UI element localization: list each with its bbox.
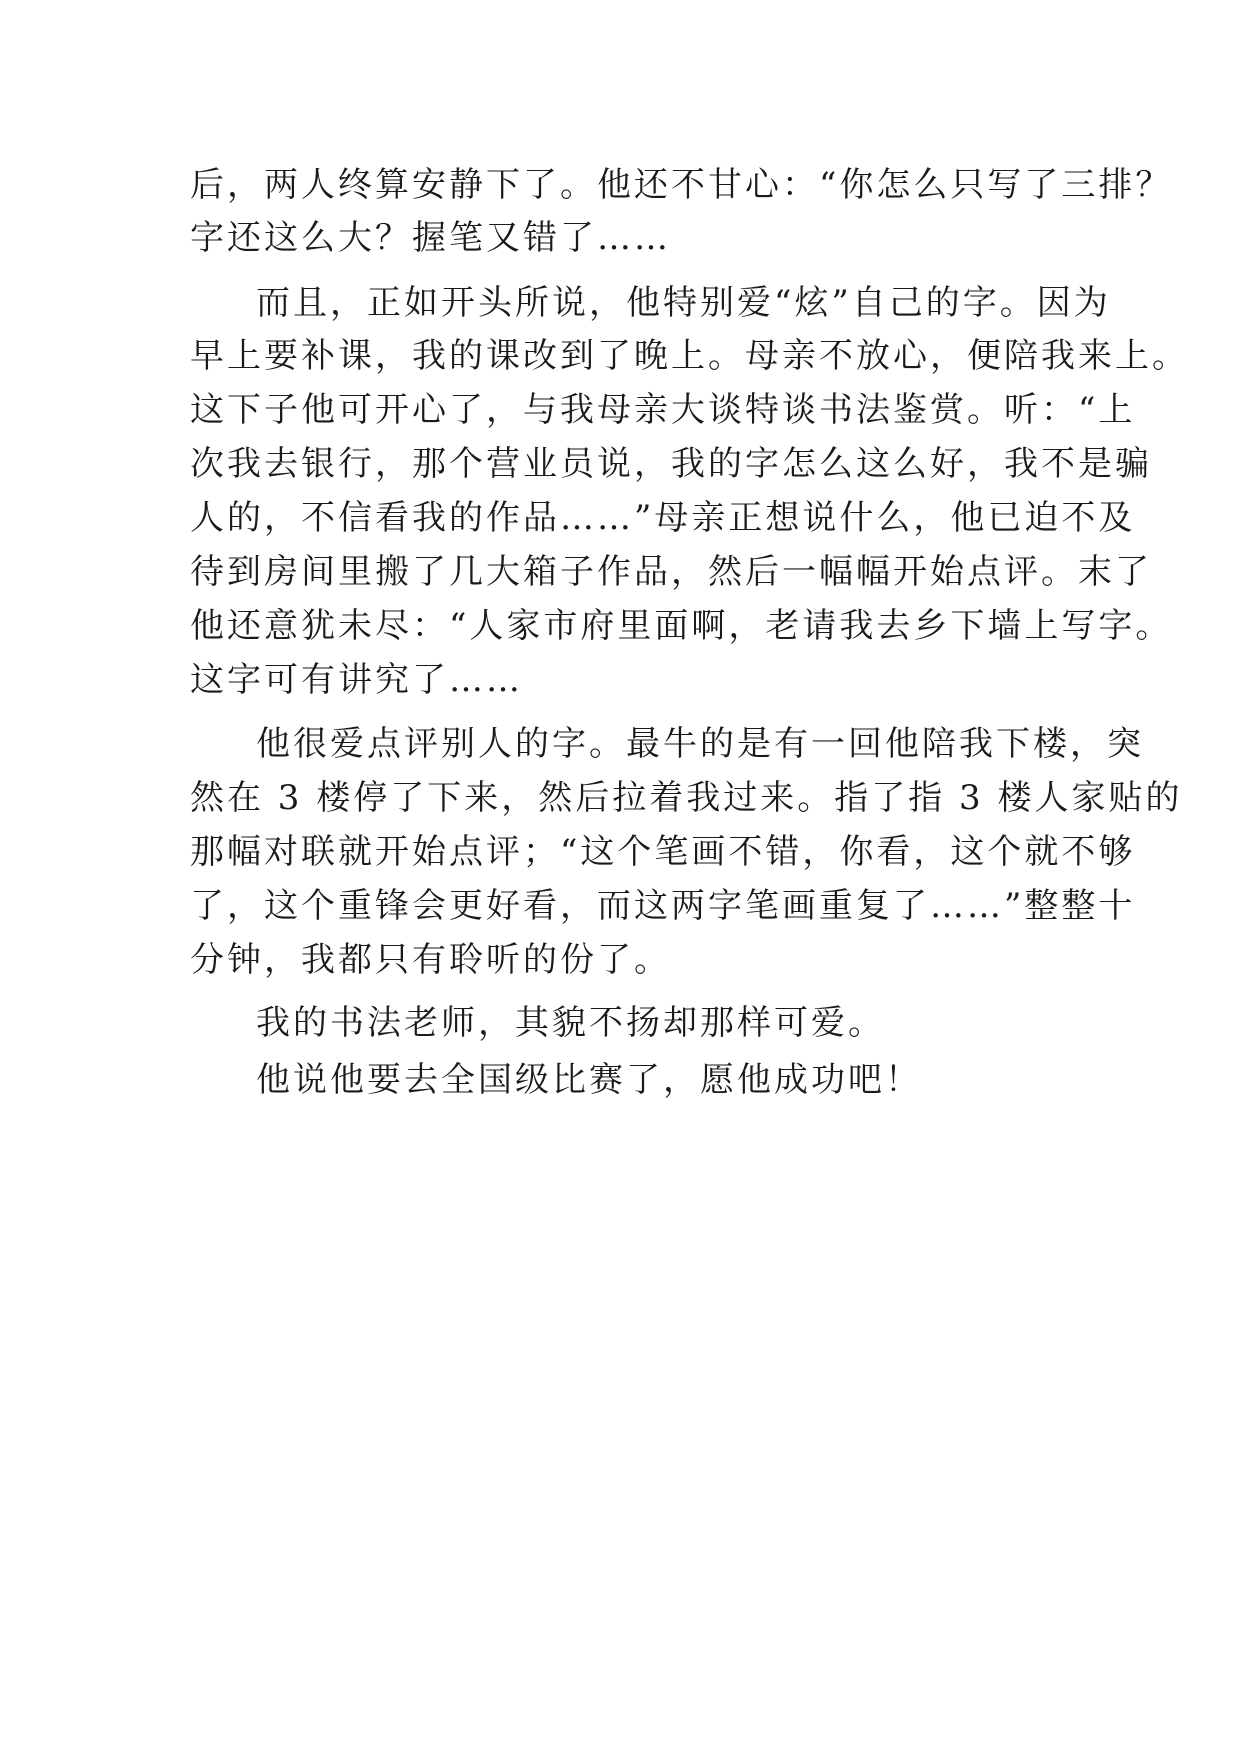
- text-line: 了，这个重锋会更好看，而这两字笔画重复了……”整整十: [190, 886, 1136, 926]
- text-line: 他还意犹未尽：“人家市府里面啊，老请我去乡下墙上写字。: [190, 606, 1173, 646]
- text-line: 然在 3 楼停了下来，然后拉着我过来。指了指 3 楼人家贴的: [190, 778, 1183, 818]
- text-line: 那幅对联就开始点评；“这个笔画不错，你看，这个就不够: [190, 832, 1136, 872]
- text-line: 后，两人终算安静下了。他还不甘心：“你怎么只写了三排？: [190, 165, 1173, 205]
- text-line: 人的，不信看我的作品……”母亲正想说什么，他已迫不及: [190, 498, 1136, 538]
- paragraph-start-line: 而且，正如开头所说，他特别爱“炫”自己的字。因为: [256, 283, 1111, 323]
- paragraph-start-line: 我的书法老师，其貌不扬却那样可爱。: [256, 1003, 885, 1043]
- text-line: 这下子他可开心了，与我母亲大谈特谈书法鉴赏。听：“上: [190, 390, 1136, 430]
- text-line: 次我去银行，那个营业员说，我的字怎么这么好，我不是骗: [190, 444, 1152, 484]
- paragraph-start-line: 他说他要去全国级比赛了，愿他成功吧！: [256, 1060, 922, 1100]
- paragraph-start-line: 他很爱点评别人的字。最牛的是有一回他陪我下楼，突: [256, 724, 1144, 764]
- text-line: 待到房间里搬了几大箱子作品，然后一幅幅开始点评。末了: [190, 552, 1152, 592]
- text-line: 分钟，我都只有聆听的份了。: [190, 940, 671, 980]
- text-line: 字还这么大？握笔又错了……: [190, 218, 671, 258]
- text-line: 这字可有讲究了……: [190, 660, 523, 700]
- text-line: 早上要补课，我的课改到了晚上。母亲不放心，便陪我来上。: [190, 336, 1189, 376]
